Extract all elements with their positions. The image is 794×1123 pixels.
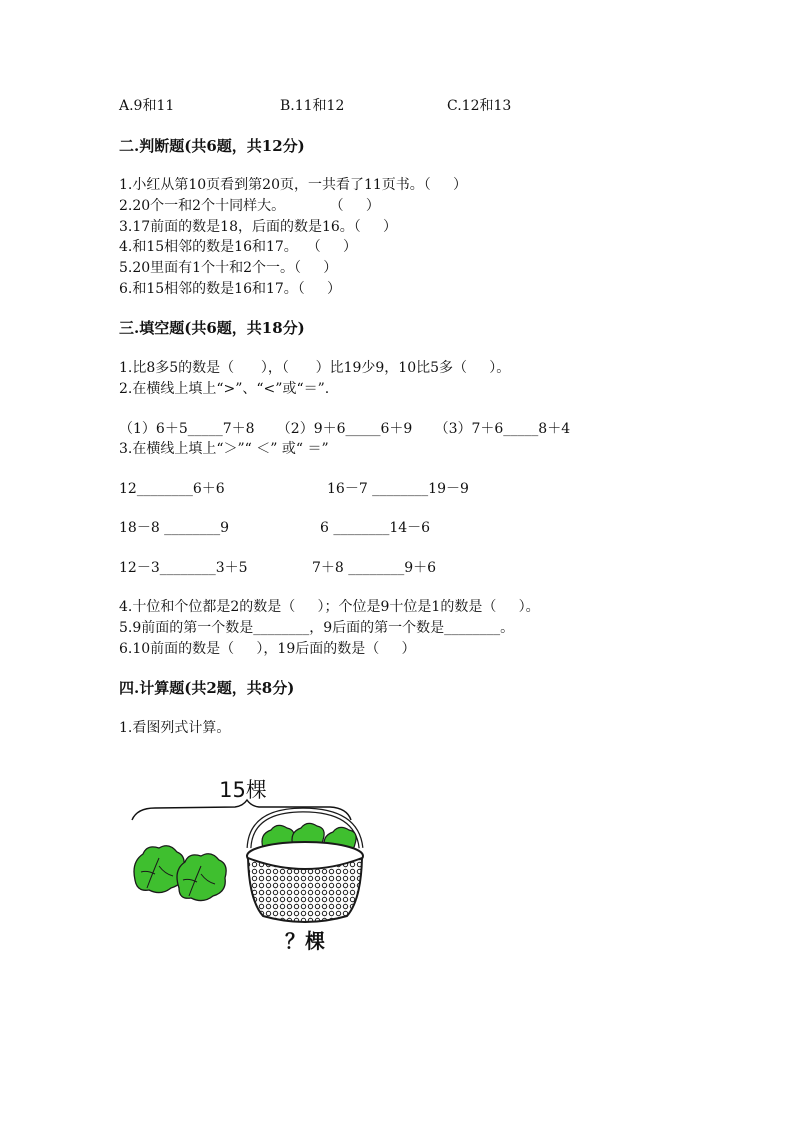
judge-item-4: 4.和15相邻的数是16和17。 （ ） [119, 239, 357, 255]
fill-q4: 4.十位和个位都是2的数是（ ）；个位是9十位是1的数是（ ）。 [119, 599, 540, 615]
compare-2-right: 6 ________14－6 [320, 520, 431, 536]
question-label: ？棵 [285, 929, 325, 953]
fill-q2: 2.在横线上填上“>”、“<”或“＝”. [119, 381, 330, 397]
fill-q5: 5.9前面的第一个数是________，9后面的第一个数是________。 [119, 620, 515, 636]
fill-q2-row: （1）6＋5_____7＋8 （2）9＋6_____6＋9 （3）7＋6_____8＋4 [119, 421, 571, 437]
fill-q1: 1.比8多5的数是（ ），（ ）比19少9，10比5多（ ）。 [119, 360, 511, 376]
fill-q6: 6.10前面的数是（ ），19后面的数是（ ） [119, 641, 416, 657]
section-4-heading: 四.计算题(共2题，共8分) [119, 679, 295, 697]
calc-q1: 1.看图列式计算。 [119, 720, 231, 736]
cabbage-basket-figure [125, 770, 385, 960]
judge-item-1: 1.小红从第10页看到第20页，一共看了11页书。（ ） [119, 177, 468, 193]
compare-3-right: 7＋8 ________9＋6 [312, 560, 437, 576]
compare-1-right: 16－7 ________19－9 [327, 481, 469, 497]
fill-q3: 3.在横线上填上“＞”“ ＜” 或“ ＝” [119, 441, 329, 457]
judge-item-3: 3.17前面的数是18，后面的数是16。（ ） [119, 219, 398, 235]
total-label: 15棵 [219, 778, 267, 802]
judge-item-2: 2.20个一和2个十同样大。 （ ） [119, 198, 380, 214]
cabbage-icon [134, 846, 184, 893]
judge-item-5: 5.20里面有1个十和2个一。（ ） [119, 260, 338, 276]
option-c: C.12和13 [447, 98, 512, 114]
option-a: A.9和11 [119, 98, 175, 114]
section-3-heading: 三.填空题(共6题，共18分) [119, 319, 305, 337]
compare-2-left: 18－8 ________9 [119, 520, 230, 536]
section-2-heading: 二.判断题(共6题，共12分) [119, 137, 305, 155]
judge-item-6: 6.和15相邻的数是16和17。（ ） [119, 281, 342, 297]
compare-3-left: 12－3________3＋5 [119, 560, 248, 576]
compare-1-left: 12________6＋6 [119, 481, 225, 497]
option-b: B.11和12 [280, 98, 345, 114]
